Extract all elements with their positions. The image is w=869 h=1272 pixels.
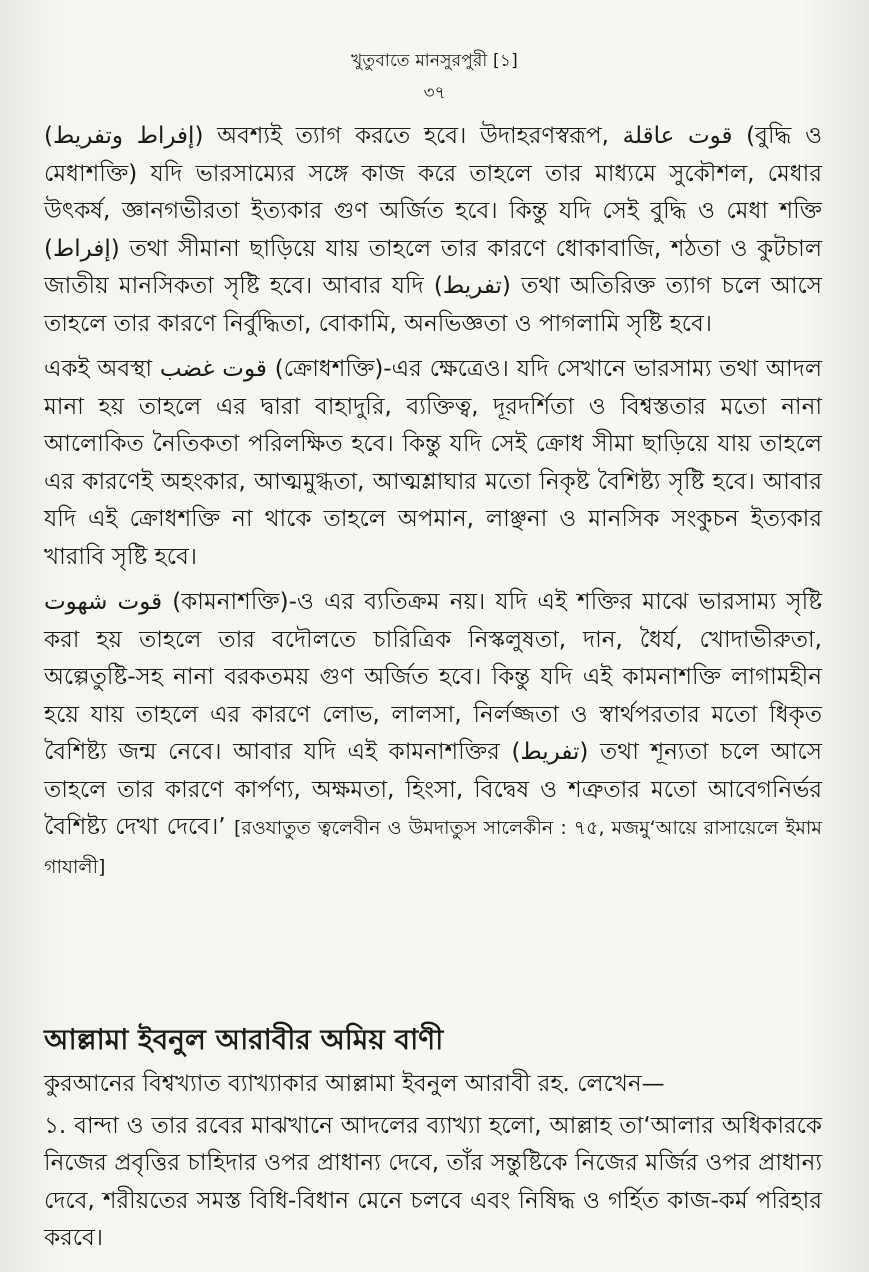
section-heading: আল্লামা ইবনুল আরাবীর অমিয় বাণী	[44, 1023, 444, 1056]
arabic-term: (تفريط)	[511, 739, 589, 765]
paragraph-text: তথা সীমানা ছাড়িয়ে যায় তাহলে তার কারণে ধোকাবাজি, শঠতা ও কুটচাল জাতীয় মানসিকতা সৃষ্টি হবে। আবার যদি	[44, 235, 822, 299]
arabic-term: قوت عاقلة	[622, 123, 733, 149]
running-title: খুতুবাতে মানসুরপুরী [১]	[351, 51, 518, 71]
paragraph-text: (ক্রোধশক্তি)-এর ক্ষেত্রেও। যদি সেখানে ভারসাম্য তথা আদল মানা হয় তাহলে এর দ্বারা বাহাদুরি, ব্যক্তিত্ব, দূরদর্শিতা ও বিশ্বস্ততার মতো নানা আলোকিত নৈতিকতা পরিলক্ষিত হবে। কিন্তু যদি সেই ক্রোধ সীমা ছাড়িয়ে যায় তাহলে এর কারণেই অহংকার, আত্মমুগ্ধতা, আত্মশ্লাঘার মতো নিকৃষ্ট বৈশিষ্ট্য সৃষ্টি হবে। আবার যদি এই ক্রোধশক্তি না থাকে তাহলে অপমান, লাঞ্ছনা ও মানসিক সংকুচন ইত্যকার খারাবি সৃষ্টি হবে।	[44, 356, 822, 570]
paragraph-text: তথা অতিরিক্ত ত্যাগ চলে আসে তাহলে তার কারণে নির্বুদ্ধিতা, বোকামি, অনভিজ্ঞতা ও পাগলামি সৃষ্টি হবে।	[44, 273, 822, 337]
arabic-term: (تفريط)	[433, 273, 511, 299]
arabic-term: قوت غضب	[159, 356, 267, 382]
arabic-term: قوت شهوت	[44, 589, 163, 615]
paragraph-text: তথা শূন্যতা চলে আসে তাহলে তার কারণে কার্পণ্য, অক্ষমতা, হিংসা, বিদ্বেষ ও শত্রুতার মতো আবেগনির্ভর বৈশিষ্ট্য দেখা দেবে।’	[44, 739, 822, 840]
paragraph-anger	[44, 351, 822, 576]
paragraph-desire	[44, 584, 822, 886]
section-intro: কুরআনের বিশ্বখ্যাত ব্যাখ্যাকার আল্লামা ইবনুল আরাবী রহ. লেখেন—	[44, 1071, 665, 1097]
page-header	[0, 48, 869, 108]
arabic-term: (إفراط)	[44, 235, 120, 262]
paragraph-text: অবশ্যই ত্যাগ করতে হবে। উদাহরণস্বরূপ,	[203, 123, 623, 149]
page-number: ৩৭	[423, 83, 446, 103]
arabic-term: (إفراط وتفريط)	[44, 123, 204, 149]
section-text	[44, 1066, 822, 1262]
paragraph-text: একই অবস্থা	[44, 356, 160, 382]
body-text	[44, 118, 822, 894]
paragraph-text: (বুদ্ধি ও মেধাশক্তি) যদি ভারসাম্যের সঙ্গে কাজ করে তাহলে তার মাধ্যমে সুকৌশল, মেধার উৎকর্ষ, জ্ঞানগভীরতা ইত্যকার গুণ অর্জিত হবে। কিন্তু যদি সেই বুদ্ধি ও মেধা শক্তি	[44, 123, 823, 224]
citation: [রওযাতুত ত্বলেবীন ও উমদাতুস সালেকীন : ৭৫, মজমু‘আয়ে রাসায়েলে ইমাম গাযালী]	[44, 817, 822, 878]
numbered-point: ১. বান্দা ও তার রবের মাঝখানে আদলের ব্যাখ্যা হলো, আল্লাহ তা‘আলার অধিকারকে নিজের প্রবৃত্তির চাহিদার ওপর প্রাধান্য দেবে, তাঁর সন্তুষ্টিকে নিজের মর্জির ওপর প্রাধান্য দেবে, শরীয়তের সমস্ত বিধি-বিধান মেনে চলবে এবং নিষিদ্ধ ও গর্হিত কাজ-কর্ম পরিহার করবে।	[44, 1112, 822, 1251]
paragraph-intellect	[44, 118, 822, 343]
paragraph-text: (কামনাশক্তি)-ও এর ব্যতিক্রম নয়। যদি এই শক্তির মাঝে ভারসাম্য সৃষ্টি করা হয় তাহলে তার বদৌলতে চারিত্রিক নিস্কলুষতা, দান, ধৈর্য, খোদাভীরুতা, অল্পেতুষ্টি-সহ নানা বরকতময় গুণ অর্জিত হবে। কিন্তু যদি এই কামনাশক্তি লাগামহীন হয়ে যায় তাহলে এর কারণে লোভ, লালসা, নির্লজ্জতা ও স্বার্থপরতার মতো ধিকৃত বৈশিষ্ট্য জন্ম নেবে। আবার যদি এই কামনাশক্তির	[44, 589, 822, 765]
